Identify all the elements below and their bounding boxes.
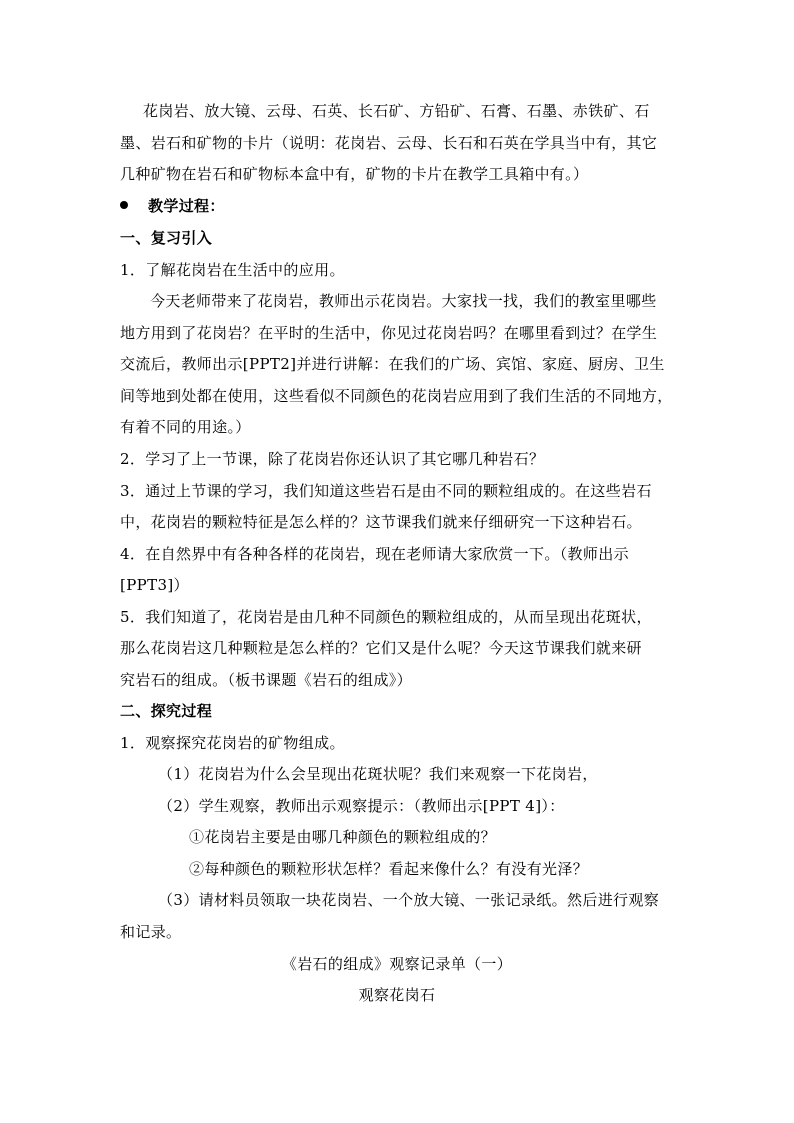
- section-one-heading: 一、复习引入: [120, 229, 213, 247]
- materials-line-2: 墨、岩石和矿物的卡片（说明：花岗岩、云母、长石和石英在学具当中有，其它: [120, 134, 658, 152]
- materials-line-1: 花岗岩、放大镜、云母、石英、长石矿、方铅矿、石膏、石墨、赤铁矿、石: [143, 102, 650, 120]
- item1-paragraph-line-2: 地方用到了花岗岩？在平时的生活中，你见过花岗岩吗？在哪里看到过？在学生: [120, 324, 658, 342]
- record-sheet-subtitle: 观察花岗石: [358, 986, 436, 1004]
- observation-tip-1: ①花岗岩主要是由哪几种颜色的颗粒组成的？: [189, 828, 497, 846]
- item1-paragraph-line-5: 有着不同的用途。）: [120, 418, 251, 436]
- section-two-sub3-line-1: （3）请材料员领取一块花岗岩、一个放大镜、一张记录纸。然后进行观察: [158, 891, 660, 909]
- section-one-item4-line-2: [PPT3]）: [120, 576, 189, 594]
- section-two-heading: 二、探究过程: [120, 702, 213, 720]
- item1-paragraph-line-1: 今天老师带来了花岗岩，教师出示花岗岩。大家找一找，我们的教室里哪些: [150, 292, 657, 310]
- section-one-item1-title: 1．了解花岗岩在生活中的应用。: [120, 261, 345, 279]
- section-one-item4-line-1: 4．在自然界中有各种各样的花岗岩，现在老师请大家欣赏一下。（教师出示: [120, 545, 629, 563]
- section-two-sub3-line-2: 和记录。: [120, 923, 182, 941]
- section-two-sub2: （2）学生观察，教师出示观察提示：（教师出示[PPT 4]）：: [158, 797, 565, 815]
- section-one-item5-line-2: 那么花岗岩这几种颗粒是怎么样的？它们又是什么呢？今天这节课我们就来研: [120, 639, 642, 657]
- materials-line-3: 几种矿物在岩石和矿物标本盒中有，矿物的卡片在教学工具箱中有。）: [120, 165, 589, 183]
- section-one-item5-line-1: 5．我们知道了，花岗岩是由几种不同颜色的颗粒组成的，从而呈现出花斑状，: [120, 608, 652, 626]
- section-one-item3-line-1: 3．通过上节课的学习，我们知道这些岩石是由不同的颗粒组成的。在这些岩石: [120, 482, 652, 500]
- section-two-sub1: （1）花岗岩为什么会呈现出花斑状呢？我们来观察一下花岗岩，: [158, 765, 598, 783]
- section-one-item5-line-3: 究岩石的组成。（板书课题《岩石的组成》）: [120, 671, 413, 689]
- item1-paragraph-line-3: 交流后，教师出示[PPT2]并进行讲解：在我们的广场、宾馆、家庭、厨房、卫生: [120, 355, 665, 373]
- section-one-item3-line-2: 中，花岗岩的颗粒特征是怎么样的？这节课我们就来仔细研究一下这种岩石。: [120, 513, 642, 531]
- item1-paragraph-line-4: 间等地到处都在使用，这些看似不同颜色的花岗岩应用到了我们生活的不同地方，: [120, 387, 673, 405]
- bullet-icon: [120, 201, 128, 209]
- section-one-item2: 2．学习了上一节课，除了花岗岩你还认识了其它哪几种岩石？: [120, 450, 545, 468]
- section-two-item1-title: 1．观察探究花岗岩的矿物组成。: [120, 734, 345, 752]
- observation-tip-2: ②每种颜色的颗粒形状怎样？看起来像什么？有没有光泽？: [189, 860, 589, 878]
- teaching-process-heading: [120, 196, 690, 216]
- teaching-process-label: 教学过程：: [148, 197, 225, 215]
- record-sheet-title: 《岩石的组成》观察记录单（一）: [281, 955, 513, 973]
